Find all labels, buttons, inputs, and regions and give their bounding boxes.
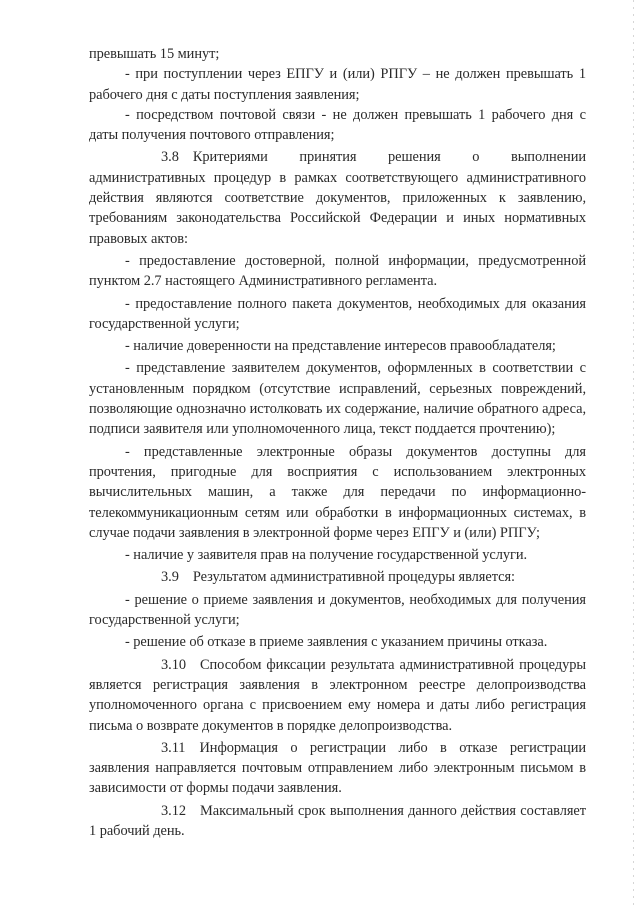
paragraph-text: - решение об отказе в приеме заявления с указанием причины отказа. xyxy=(125,634,548,651)
section-number: 3.8 xyxy=(161,149,179,166)
paragraph xyxy=(89,147,586,248)
paragraph xyxy=(89,64,586,105)
paragraph xyxy=(89,105,586,146)
paragraph-text: - представленные электронные образы документов доступны для прочтения, пригодные для восприятия с использованием электронных вычислительных машин, а также для передачи по информационно-телекоммуникационным сетям или обработки в информационных системах, в случае подачи заявления в электронной форме через ЕПГУ и (или) РПГУ; xyxy=(89,443,586,541)
paragraph xyxy=(89,738,586,799)
document-body xyxy=(89,44,586,841)
paragraph-text: - предоставление достоверной, полной информации, предусмотренной пунктом 2.7 настоящего Административного регламента. xyxy=(89,252,586,290)
paragraph-text: - решение о приеме заявления и документов, необходимых для получения государственной услуги; xyxy=(89,591,586,629)
section-number: 3.11 xyxy=(161,739,186,756)
paragraph xyxy=(89,567,586,587)
paragraph-text: превышать 15 минут; xyxy=(89,46,220,62)
paragraph-text: - предоставление полного пакета документов, необходимых для оказания государственной услуги; xyxy=(89,295,586,332)
paragraph-text: - при поступлении через ЕПГУ и (или) РПГУ – не должен превышать 1 рабочего дня с даты поступления заявления; xyxy=(89,66,586,103)
scan-edge-artifact xyxy=(633,0,634,905)
paragraph xyxy=(89,358,586,439)
section-number: 3.10 xyxy=(161,656,186,673)
paragraph-text: Максимальный срок выполнения данного действия составляет 1 рабочий день. xyxy=(89,802,586,839)
paragraph-text: Информация о регистрации либо в отказе регистрации заявления направляется почтовым отправлением либо электронным письмом в зависимости от формы подачи заявления. xyxy=(89,739,586,797)
paragraph xyxy=(89,632,586,652)
paragraph xyxy=(89,336,586,356)
paragraph xyxy=(89,442,586,543)
paragraph-text: - наличие у заявителя прав на получение государственной услуги. xyxy=(125,547,528,564)
paragraph xyxy=(89,590,586,631)
paragraph-text: Критериями принятия решения о выполнении административных процедур в рамках соответствующего административного действия являются соответствие документов, приложенных к заявлению, требованиям законодательства Российской Федерации и иных нормативных правовых актов: xyxy=(89,149,586,247)
section-number: 3.12 xyxy=(161,802,186,819)
paragraph xyxy=(89,294,586,335)
paragraph xyxy=(89,655,586,736)
paragraph-text: - представление заявителем документов, оформленных в соответствии с установленным порядком (отсутствие исправлений, серьезных повреждений, позволяющие однозначно истолковать их содержание, наличие обратного адреса, подписи заявителя или уполномоченного лица, текст поддается прочтению); xyxy=(89,360,586,438)
paragraph xyxy=(89,44,586,64)
paragraph xyxy=(89,545,586,565)
paragraph-text: - наличие доверенности на представление интересов правообладателя; xyxy=(125,338,556,355)
paragraph-text: Способом фиксации результата административной процедуры является регистрация заявления в электронном реестре делопроизводства уполномоченного органа с присвоением ему номера и даты либо регистрация письма о возврате документов в порядке делопроизводства. xyxy=(89,656,586,734)
paragraph-text: Результатом административной процедуры является: xyxy=(192,569,515,586)
paragraph-text: - посредством почтовой связи - не должен превышать 1 рабочего дня с даты получения почтового отправления; xyxy=(89,106,586,144)
paragraph xyxy=(89,801,586,842)
section-number: 3.9 xyxy=(161,569,179,586)
paragraph xyxy=(89,251,586,292)
